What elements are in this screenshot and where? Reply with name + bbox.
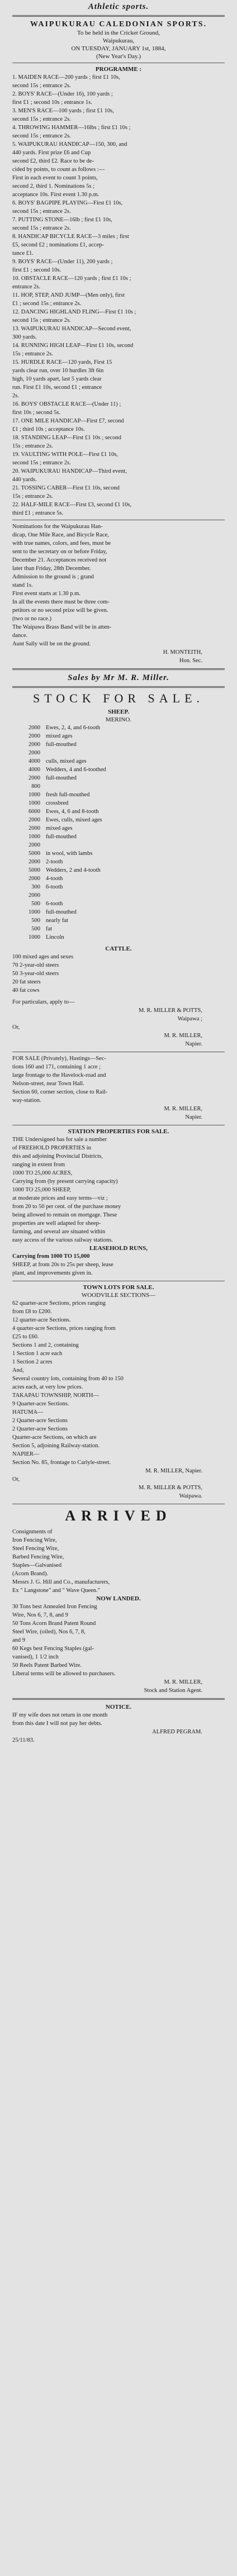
stock-description: fresh full-mouthed <box>46 792 90 798</box>
landed-line: 50 Reels Patent Barbed Wire. <box>12 1662 82 1669</box>
stock-row <box>12 782 225 791</box>
stock-description: culls, mixed ages <box>46 758 87 764</box>
agent-place: Waipawa ; <box>177 1016 202 1022</box>
landed-line: Wire, Nos 6, 7, 8, and 9 <box>12 1612 68 1618</box>
leasehold-line: SHEEP, at from 20s to 25s per sheep, lease <box>12 1262 113 1268</box>
stock-description: Wedders, 2 and 4-tooth <box>46 867 101 873</box>
station-text <box>12 1135 225 1244</box>
stock-description: Ewes, 4, 6 and 8-tooth <box>46 809 99 815</box>
stock-row <box>12 816 225 824</box>
town-lots-advertisement <box>12 1284 225 1500</box>
divider <box>12 686 225 688</box>
stock-count: 2000 <box>29 876 40 882</box>
arrived-line: Steel Fencing Wire, <box>12 1546 59 1552</box>
programme-line: second 15s ; entrance 2s. <box>12 133 71 139</box>
stock-row <box>12 807 225 816</box>
arrived-title: ARRIVED <box>65 1508 172 1524</box>
private-sale-line: tions 160 and 171, containing 1 acre ; <box>12 1064 101 1070</box>
stock-count: 1000 <box>29 800 40 806</box>
stock-count: 4000 <box>29 758 40 764</box>
stock-row <box>12 891 225 900</box>
programme-line: second 15s ; entrance 2s. <box>12 460 71 466</box>
stock-count: 2000 <box>29 817 40 823</box>
programme-line: 11. HOP, STEP, AND JUMP—(Men only), first <box>12 292 125 298</box>
stock-description: 6-tooth <box>46 884 63 890</box>
programme-line: 2. BOYS' RACE—(Under 16), 100 yards ; <box>12 91 113 97</box>
arrived-text <box>12 1528 225 1595</box>
town-line: 1 Section 1 acre each <box>12 1351 63 1357</box>
stock-row <box>12 883 225 891</box>
stock-description: nearly fat <box>46 918 68 924</box>
town-line: NAPIER— <box>12 1451 40 1457</box>
stock-row <box>12 933 225 942</box>
station-properties-advertisement <box>12 1128 225 1277</box>
station-line: farming, and several are situated within <box>12 1229 106 1235</box>
stock-description: Ewes, culls, mixed ages <box>46 817 102 823</box>
programme-line: 3. MEN'S RACE—100 yards ; first £1 10s, <box>12 108 114 114</box>
programme-line: second 15s ; entrance 2s. <box>12 116 71 122</box>
town-line: Section No. 85, frontage to Carlyle-street. <box>12 1460 111 1466</box>
or-line: Or, <box>12 1024 20 1030</box>
note-line: Admission to the ground is ; grand <box>12 574 94 580</box>
programme-line: 4. THROWING HAMMER—16lbs ; first £1 10s ; <box>12 125 131 131</box>
private-sale-signature: M. R. MILLER, <box>164 1106 202 1112</box>
programme-line: 15. HURDLE RACE—120 yards, First 15 <box>12 359 112 365</box>
town-line: 4 quarter-acre Sections, prices ranging from <box>12 1325 116 1332</box>
stock-count: 4000 <box>29 767 40 773</box>
station-title: STATION PROPERTIES FOR SALE. <box>68 1128 169 1135</box>
stock-count: 500 <box>31 918 40 924</box>
divider <box>12 15 225 17</box>
intro-line: ON TUESDAY, JANUARY 1st, 1884, <box>71 45 166 52</box>
town-line: 2 Quarter-acre Sections <box>12 1418 68 1424</box>
arrived-line: Iron Fencing Wire, <box>12 1537 57 1543</box>
station-line: 1000 TO 25,000 SHEEP, <box>12 1187 71 1193</box>
town-line: acres each, at very low prices. <box>12 1384 83 1390</box>
landed-line: Liberal terms will be allowed to purchasers. <box>12 1671 116 1677</box>
programme-line: 18. STANDING LEAP—First £1 10s ; second <box>12 435 121 441</box>
programme-line: 19. VAULTING WITH POLE—First £1 10s, <box>12 451 118 458</box>
intro-line: To be held in the Cricket Ground, <box>77 30 160 36</box>
stock-row <box>12 916 225 925</box>
arrived-line: Barbed Fencing Wire, <box>12 1554 64 1560</box>
notice-signature: ALFRED PEGRAM. <box>152 1729 202 1735</box>
stock-count: 2000 <box>29 775 40 781</box>
stock-description: full-mouthed <box>46 775 77 781</box>
stock-description: 2-tooth <box>46 859 63 865</box>
arrived-line: Staples—Galvanised <box>12 1562 62 1569</box>
station-line: being allowed to remain on mortgage. These <box>12 1212 117 1218</box>
arrived-advertisement <box>12 1508 225 1695</box>
programme-line: second 15s ; entrance 2s. <box>12 208 71 215</box>
note-line: December 21. Acceptances received not <box>12 557 107 563</box>
stock-description: 6-tooth <box>46 901 63 907</box>
programme-line: 20. WAIPUKURAU HANDICAP—Third event, <box>12 468 127 474</box>
station-line: Carrying from (by present carrying capacity) <box>12 1178 118 1185</box>
town-line: 2 Quarter-acre Sections <box>12 1426 68 1432</box>
programme-line: second 15s ; entrance 2s. <box>12 83 71 89</box>
stock-row <box>12 849 225 858</box>
town-line: Sections 1 and 2, containing <box>12 1342 79 1348</box>
programme-line: 6. BOYS' BAGPIPE PLAYING—First £1 10s, <box>12 200 123 206</box>
arrived-line: (Acorn Brand). <box>12 1571 49 1577</box>
town-line: HATUMA— <box>12 1409 44 1415</box>
programme-line: first £1 ; second 10s. <box>12 267 61 273</box>
note-line: sent to the secretary on or before Friday, <box>12 549 107 555</box>
stock-list <box>12 724 225 942</box>
sports-intro <box>12 29 225 60</box>
note-line: later than Friday, 28th December. <box>12 565 91 572</box>
cattle-line: 100 mixed ages and sexes <box>12 954 74 960</box>
landed-line: vanised), 1 1/2 inch <box>12 1654 59 1660</box>
programme-line: £5, second £2 ; nominations £1, accep- <box>12 242 104 248</box>
stock-count: 2000 <box>29 750 40 756</box>
arrived-signature: M. R. MILLER, <box>164 1679 202 1685</box>
town-line: £25 to £60. <box>12 1334 39 1340</box>
intro-line: Waipukurau, <box>102 37 135 44</box>
stock-row <box>12 774 225 782</box>
programme-line: second 15s ; entrance 2s. <box>12 317 71 324</box>
stock-count: 5000 <box>29 850 40 857</box>
stock-row <box>12 724 225 732</box>
programme-line: 300 yards. <box>12 334 37 340</box>
arrived-line: Consignments of <box>12 1529 53 1535</box>
landed-text <box>12 1603 225 1678</box>
stock-description: full-mouthed <box>46 909 77 915</box>
stock-description: in wool, with lambs <box>46 850 93 857</box>
note-line: The Waipawa Brass Band will be in atten- <box>12 624 112 630</box>
programme-line: 440 yards. First prize £6 and Cup <box>12 150 91 156</box>
intro-line: (New Year's Day.) <box>96 53 141 60</box>
station-line: 1000 TO 25,000 ACRES, <box>12 1170 73 1176</box>
station-line: properties are well adapted for sheep- <box>12 1220 101 1227</box>
stock-count: 1000 <box>29 834 40 840</box>
or-line: Or, <box>12 1476 20 1482</box>
station-line: THE Undersigned has for sale a number <box>12 1137 107 1143</box>
now-landed-header: NOW LANDED. <box>96 1595 141 1602</box>
leasehold-text <box>12 1261 225 1277</box>
stock-row <box>12 858 225 866</box>
programme-line: 9. BOYS' RACE—(Under 11), 200 yards ; <box>12 259 113 265</box>
programme-line: 7. PUTTING STONE—16lb ; first £1 10s, <box>12 217 112 223</box>
programme-line: 14. RUNNING HIGH LEAP—First £1 10s, second <box>12 343 134 349</box>
note-line: dicap, One Mile Race, and Bicycle Race, <box>12 532 109 538</box>
programme-line: second 2, third 1. Nominations 5s ; <box>12 183 94 189</box>
notice-advertisement <box>12 1703 225 1745</box>
programme-line: tance £1. <box>12 250 34 256</box>
arrived-line: Messrs J. G. Hill and Co., manufacturers, <box>12 1579 110 1585</box>
stock-row <box>12 900 225 908</box>
cattle-line: 50 3-year-old steers <box>12 971 59 977</box>
agent-name: M. R. MILLER & POTTS, <box>138 1007 202 1014</box>
town-line: 1 Section 2 acres <box>12 1359 53 1365</box>
private-sale-line: Nelson-street, near Town Hall. <box>12 1081 84 1087</box>
private-sale-advertisement <box>12 1054 225 1121</box>
programme-list <box>12 73 225 517</box>
stock-row <box>12 833 225 841</box>
station-line: this and adjoining Provincial Districts, <box>12 1153 103 1159</box>
programme-line: first 10s ; second 5s. <box>12 410 61 416</box>
programme-line: 1. MAIDEN RACE—200 yards ; first £1 10s, <box>12 74 120 80</box>
note-line: dance. <box>12 633 28 639</box>
town-signature-2: M. R. MILLER & POTTS, <box>138 1485 202 1491</box>
stock-row <box>12 874 225 883</box>
stock-row <box>12 841 225 849</box>
note-line: with true names, colors, and fees, must be <box>12 540 111 546</box>
private-sale-text <box>12 1054 225 1105</box>
notice-text <box>12 1711 225 1728</box>
note-line: In all the events there must be three com- <box>12 599 110 605</box>
programme-line: first £1 ; second 10s ; entrance 1s. <box>12 99 92 106</box>
programme-line: First in each event to count 3 points, <box>12 175 98 181</box>
programme-line: 17. ONE MILE HANDICAP—First £7, second <box>12 418 124 424</box>
cattle-line: 20 fat steers <box>12 979 41 985</box>
stock-description: full-mouthed <box>46 834 77 840</box>
programme-line: 21. TOSSING CABER—First £1 10s, second <box>12 485 120 491</box>
agent2-place: Napier. <box>185 1041 202 1047</box>
programme-line: 8. HANDICAP BICYCLE RACE—3 miles ; first <box>12 234 129 240</box>
landed-line: and 9 <box>12 1637 26 1643</box>
private-sale-line: large frontage to the Havelock-road and <box>12 1072 106 1078</box>
divider <box>12 1698 225 1700</box>
landed-line: 60 Kegs best Fencing Staples (gal- <box>12 1646 94 1652</box>
cattle-line: 40 fat cows <box>12 987 40 994</box>
town-line: Quarter-acre Sections, on which are <box>12 1434 97 1441</box>
note-line: stand 1s. <box>12 582 33 588</box>
programme-line: second £2, third £2. Race to be de- <box>12 158 94 164</box>
note-line: First event starts at 1.30 p.m. <box>12 591 80 597</box>
stock-count: 2000 <box>29 892 40 899</box>
stock-count: 500 <box>31 901 40 907</box>
stock-title: STOCK FOR SALE. <box>32 691 205 705</box>
merino-header: MERINO. <box>105 716 132 723</box>
stock-row <box>12 732 225 740</box>
programme-line: 10. OBSTACLE RACE—120 yards ; first £1 10s ; <box>12 275 131 282</box>
stock-row <box>12 757 225 766</box>
stock-description: Lincoln <box>46 934 64 940</box>
sports-title: WAIPUKURAU CALEDONIAN SPORTS. <box>30 20 207 28</box>
stock-description: full-mouthed <box>46 742 77 748</box>
landed-line: Steel Wire, (oiled), Nos 6, 7, 8, <box>12 1629 86 1635</box>
programme-line: 16. BOYS' OBSTACLE RACE—(Under 11) ; <box>12 401 121 407</box>
stock-description: mixed ages <box>46 825 73 831</box>
station-line: ranging in extent from <box>12 1162 65 1168</box>
programme-line: 15s ; entrance 2s. <box>12 351 53 357</box>
stock-count: 1000 <box>29 934 40 940</box>
stock-count: 500 <box>31 926 40 932</box>
private-sale-line: FOR SALE (Privately), Hastings—Sec- <box>12 1056 106 1062</box>
notice-line: IF my wife does not return in one month <box>12 1712 108 1718</box>
town-signature-2-place: Waipawa. <box>179 1493 202 1499</box>
stock-count: 1000 <box>29 909 40 915</box>
stock-count: 2000 <box>29 859 40 865</box>
notice-title: NOTICE. <box>105 1704 132 1710</box>
programme-title: PROGRAMME : <box>95 66 142 73</box>
programme-line: 15s ; entrance 2s. <box>12 443 53 449</box>
leasehold-line: plant, and improvements given in. <box>12 1270 93 1276</box>
stock-row <box>12 799 225 807</box>
programme-line: £1 ; second 15s ; entrance 2s. <box>12 301 82 307</box>
town-signature: M. R. MILLER, Napier. <box>145 1468 202 1474</box>
programme-line: 2s. <box>12 393 19 399</box>
station-line: easy access of the various railway stations. <box>12 1237 113 1243</box>
town-text <box>12 1299 225 1467</box>
stock-count: 2000 <box>29 842 40 848</box>
landed-line: 30 Tons best Annealed Iron Fencing <box>12 1604 97 1610</box>
newspaper-page <box>0 2 237 2576</box>
stock-description: crossbred <box>46 800 69 806</box>
town-line: 62 quarter-acre Sections, prices ranging <box>12 1300 106 1306</box>
signature-name: H. MONTEITH, <box>163 649 202 655</box>
note-line: petitors or no second prize will be given. <box>12 607 108 614</box>
programme-line: cided by points, to count as follows :— <box>12 167 105 173</box>
sheep-header: SHEEP. <box>108 709 129 715</box>
programme-line: 12. DANCING HIGHLAND FLING—First £1 10s ; <box>12 309 136 315</box>
arrived-line: Ex " Langstone" and " Wave Queen." <box>12 1588 100 1594</box>
programme-line: 15s ; entrance 2s. <box>12 493 53 500</box>
stock-count: 2000 <box>29 733 40 739</box>
private-sale-line: Section 60, corner section, close to Rail- <box>12 1089 108 1095</box>
programme-line: £1 ; third 10s ; acceptance 10s. <box>12 426 85 432</box>
note-line: (two or no race.) <box>12 616 51 622</box>
cattle-list <box>12 953 225 995</box>
town-line: 9 Quarter-acre Sections. <box>12 1401 69 1407</box>
stock-row <box>12 791 225 799</box>
stock-description: Ewes, 2, 4, and 6-tooth <box>46 725 101 731</box>
town-line: And, <box>12 1367 24 1373</box>
cattle-line: 70 2-year-old steers <box>12 962 59 968</box>
stock-count: 6000 <box>29 809 40 815</box>
programme-line: 22. HALF-MILE RACE—First £3, second £1 10s, <box>12 502 132 508</box>
programme-line: run. First £1 10s, second £1 ; entrance <box>12 384 102 391</box>
stock-advertisement <box>12 691 225 1048</box>
leasehold-line: Carrying from 1000 TO 15,000 <box>12 1253 90 1260</box>
stock-count: 300 <box>31 884 40 890</box>
note-line: Aunt Sally will be on the ground. <box>12 641 91 647</box>
sports-notes <box>12 522 225 648</box>
agent2-name: M. R. MILLER, <box>164 1033 202 1039</box>
stock-row <box>12 925 225 933</box>
station-line: from 20 to 50 per cent. of the purchase money <box>12 1204 121 1210</box>
programme-line: 440 yards. <box>12 477 37 483</box>
section-heading-athletic: Athletic sports. <box>88 2 149 11</box>
stock-row <box>12 866 225 874</box>
programme-line: 5. WAIPUKURAU HANDICAP—150, 300, and <box>12 141 127 148</box>
programme-line: second 15s ; entrance 2s. <box>12 225 71 231</box>
stock-row <box>12 908 225 916</box>
particulars-line: For particulars, apply to— <box>12 999 75 1005</box>
town-line: 12 quarter-acre Sections. <box>12 1317 71 1323</box>
station-line: of FREEHOLD PROPERTIES in <box>12 1145 91 1151</box>
stock-count: 5000 <box>29 867 40 873</box>
stock-row <box>12 749 225 757</box>
town-line: from £8 to £200. <box>12 1309 52 1315</box>
town-line: TAKAPAU TOWNSHIP, NORTH— <box>12 1392 99 1399</box>
station-line: at moderate prices and easy terms—viz ; <box>12 1195 108 1201</box>
notice-line: from this date I will not pay her debts. <box>12 1720 102 1727</box>
stock-row <box>12 740 225 749</box>
sports-advertisement <box>12 20 225 665</box>
programme-line: entrance 2s. <box>12 284 41 290</box>
stock-count: 800 <box>31 783 40 790</box>
stock-row <box>12 766 225 774</box>
stock-count: 2000 <box>29 725 40 731</box>
stock-row <box>12 824 225 833</box>
stock-description: Wedders, 4 and 6-toothed <box>46 767 106 773</box>
divider <box>12 668 225 670</box>
leasehold-header: LEASEHOLD RUNS, <box>89 1245 148 1252</box>
woodville-header: WOODVILLE SECTIONS— <box>81 1292 156 1299</box>
cattle-header: CATTLE. <box>105 945 132 952</box>
private-sale-place: Napier. <box>185 1114 202 1120</box>
note-line: Nominations for the Waipukurau Han- <box>12 524 103 530</box>
programme-line: yards clear run, over 10 hurdles 3ft 6in <box>12 368 104 374</box>
stock-count: 2000 <box>29 742 40 748</box>
stock-description: fat <box>46 926 53 932</box>
private-sale-line: way-station. <box>12 1097 41 1104</box>
arrived-signature-role: Stock and Station Agent. <box>144 1688 202 1694</box>
signature-role: Hon. Sec. <box>179 658 202 664</box>
stock-count: 2000 <box>29 825 40 831</box>
town-line: Several country lots, containing from 40 to 150 <box>12 1376 124 1382</box>
landed-line: 50 Tons Acorn Brand Patent Round <box>12 1620 96 1627</box>
stock-description: 4-tooth <box>46 876 63 882</box>
stock-description: mixed ages <box>46 733 73 739</box>
town-line: Section 5, adjoining Railway-station. <box>12 1443 100 1449</box>
programme-line: third £1 ; entrance 5s. <box>12 510 64 516</box>
town-title: TOWN LOTS FOR SALE. <box>83 1284 154 1291</box>
programme-line: high, 10 yards apart, last 5 yards clear <box>12 376 102 382</box>
programme-line: 13. WAIPUKURAU HANDICAP—Second event, <box>12 326 131 332</box>
programme-line: acceptance 10s. First event 1.30 p.m. <box>12 192 99 198</box>
sales-banner: Sales by Mr M. R. Miller. <box>68 673 169 682</box>
stock-count: 1000 <box>29 792 40 798</box>
notice-date: 25/11/83. <box>12 1737 35 1743</box>
